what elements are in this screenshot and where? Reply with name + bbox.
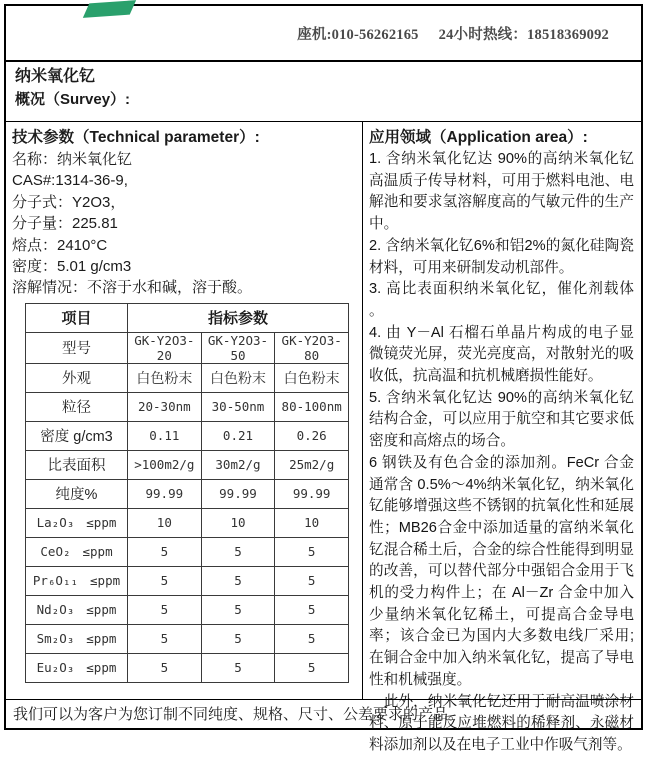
application-paragraph-4: 4. 由 Y－Al 石榴石单晶片构成的电子显微镜荧光屏，荧光亮度高，对散射光的吸收低，抗高温和抗机械磨损性能好。 (369, 324, 634, 385)
col-header-item: 项目 (26, 303, 128, 332)
cell-value: 10 (128, 508, 202, 537)
property-solubility: 溶解情况：不溶于水和碱，溶于酸。 (12, 279, 253, 297)
row-label: Eu₂O₃ ≤ppm (36, 660, 117, 676)
row-label: 型号 (26, 332, 128, 363)
cell-value: 10 (275, 508, 349, 537)
survey-heading: 概况（Survey）: (15, 91, 131, 108)
cell-value: 30m2/g (201, 450, 275, 479)
table-row-surface-area (26, 450, 349, 479)
spec-table (25, 303, 349, 683)
row-label: Sm₂O₃ ≤ppm (36, 631, 117, 647)
cell-value: 0.26 (275, 421, 349, 450)
row-label: 比表面积 (26, 450, 128, 479)
row-label: La₂O₃ ≤ppm (36, 515, 117, 531)
application-paragraph-1: 1. 含纳米氧化钇达 90%的高纳米氧化钇高温质子传导材料，可用于燃料电池、电解池和要求氢溶解度高的气敏元件的生产中。 (369, 151, 634, 233)
table-row-nd2o3 (26, 595, 349, 624)
application-paragraph-6: 6 钢铁及有色合金的添加剂。FeCr 合金通常含 0.5%～4%纳米氧化钇，纳米氧化钇能够增强这些不锈钢的抗氧化性和延展性；MB26合金中添加适量的富纳米氧化钇混合稀土后，合金的综合性能得到明显的改善，可以替代部分中强铝合金用于飞机的受力构件上；在 Al－Zr 合金中加入少量纳米氧化钇稀土，可提高合金导电率；该合金已为国内大多数电线厂采用;在铜合金中加入纳米氧化钇，提高了导电性和机械强度。 (369, 454, 634, 688)
hotline-label: 24小时热线：18518369092 (438, 26, 609, 43)
application-paragraph-3: 3. 高比表面积纳米氧化钇，催化剂载体 。 (369, 281, 634, 319)
table-row-particle-size (26, 392, 349, 421)
cell-value: 5 (128, 624, 202, 653)
overview-section (6, 62, 641, 122)
cell-value: 5 (201, 624, 275, 653)
cell-value: GK-Y2O3-20 (128, 332, 202, 363)
technical-parameter-column (6, 122, 363, 699)
cell-value: 99.99 (128, 479, 202, 508)
application-paragraph-7: 此外，纳米氧化钇还用于耐高温喷涂材料、原子能反应堆燃料的稀释剂、永磁材料添加剂以及在电子工业中作吸气剂等。 (369, 693, 634, 753)
phone-label: 座机:010-56262165 (297, 26, 419, 43)
table-row-model (26, 332, 349, 363)
property-density: 密度：5.01 g/cm3 (12, 258, 132, 276)
application-paragraph-5: 5. 含纳米氧化钇达 90%的高纳米氧化钇结构合金，可以应用于航空和其它要求低密度和高熔点的场合。 (369, 389, 634, 450)
table-row-eu2o3 (26, 653, 349, 682)
property-molweight: 分子量：225.81 (12, 215, 118, 233)
row-label: 纯度% (26, 479, 128, 508)
row-label: Nd₂O₃ ≤ppm (36, 602, 117, 618)
cell-value: 5 (128, 537, 202, 566)
cell-value: 5 (275, 566, 349, 595)
cell-value: 白色粉末 (128, 363, 202, 392)
row-label: CeO₂ ≤ppm (40, 544, 113, 560)
cell-value: 5 (275, 624, 349, 653)
cell-value: GK-Y2O3-50 (201, 332, 275, 363)
cell-value: 5 (128, 595, 202, 624)
application-paragraph-2: 2. 含纳米氧化钇6%和铝2%的氮化硅陶瓷材料，可用来研制发动机部件。 (369, 237, 634, 276)
row-label: 密度 g/cm3 (26, 421, 128, 450)
table-row-sm2o3 (26, 624, 349, 653)
row-label: Pr₆O₁₁ ≤ppm (32, 573, 121, 589)
cell-value: >100m2/g (128, 450, 202, 479)
cell-value: 99.99 (201, 479, 275, 508)
cell-value: 5 (275, 537, 349, 566)
cell-value: 10 (201, 508, 275, 537)
technical-parameter-heading: 技术参数（Technical parameter）: (12, 129, 260, 146)
table-row-density (26, 421, 349, 450)
cell-value: 5 (201, 537, 275, 566)
page-title: 纳米氧化钇 (15, 68, 96, 85)
cell-value: 5 (201, 595, 275, 624)
table-row-purity (26, 479, 349, 508)
cell-value: 5 (128, 653, 202, 682)
document-frame (4, 4, 643, 753)
cell-value: 5 (275, 653, 349, 682)
property-cas: CAS#:1314-36-9, (12, 172, 128, 190)
property-formula: 分子式：Y2O3， (12, 193, 126, 211)
cell-value: 5 (275, 595, 349, 624)
table-row-appearance (26, 363, 349, 392)
row-label: 外观 (26, 363, 128, 392)
table-row-pr6o11 (26, 566, 349, 595)
cell-value: 25m2/g (275, 450, 349, 479)
table-header-row (26, 303, 349, 332)
cell-value: GK-Y2O3-80 (275, 332, 349, 363)
cell-value: 80-100nm (275, 392, 349, 421)
table-row-la2o3 (26, 508, 349, 537)
cell-value: 0.21 (201, 421, 275, 450)
cell-value: 30-50nm (201, 392, 275, 421)
cell-value: 5 (201, 566, 275, 595)
col-header-params: 指标参数 (128, 303, 349, 332)
property-meltingpoint: 熔点：2410°C (12, 236, 108, 254)
property-name: 名称：纳米氧化钇 (12, 151, 133, 168)
cell-value: 5 (201, 653, 275, 682)
cell-value: 0.11 (128, 421, 202, 450)
cell-value: 20-30nm (128, 392, 202, 421)
cell-value: 白色粉末 (275, 363, 349, 392)
custom-order-note: 我们可以为客户为您订制不同纯度、规格、尺寸、公差要求的产品。 (6, 699, 641, 728)
row-label: 粒径 (26, 392, 128, 421)
cell-value: 白色粉末 (201, 363, 275, 392)
application-area-column (363, 122, 641, 753)
application-area-heading: 应用领域（Application area）: (369, 129, 588, 146)
table-row-ceo2 (26, 537, 349, 566)
cell-value: 99.99 (275, 479, 349, 508)
cell-value: 5 (128, 566, 202, 595)
